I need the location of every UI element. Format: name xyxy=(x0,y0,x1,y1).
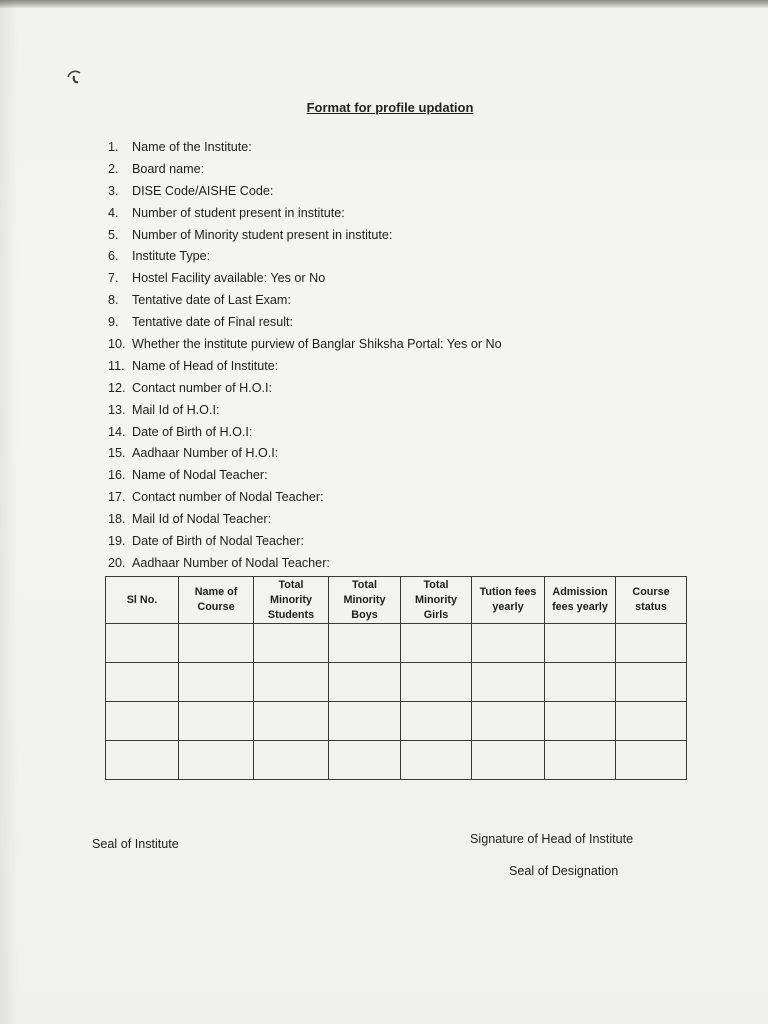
header-line: Students xyxy=(267,608,315,621)
header-line: Boys xyxy=(351,608,378,621)
table-cell xyxy=(472,741,545,780)
table-header-cell xyxy=(106,577,179,624)
field-number: 16. xyxy=(108,468,126,483)
form-field-item xyxy=(108,421,502,443)
field-label: Date of Birth of Nodal Teacher: xyxy=(132,533,304,548)
signature-head-label: Signature of Head of Institute xyxy=(470,832,634,846)
header-line: yearly xyxy=(492,601,524,613)
table-cell xyxy=(179,663,254,702)
header-line: Sl No. xyxy=(126,593,158,606)
field-number: 20. xyxy=(108,555,126,570)
table-row xyxy=(106,624,687,663)
header-line: Total xyxy=(352,578,377,591)
table-cell xyxy=(545,741,616,780)
field-number: 17. xyxy=(108,490,126,505)
form-field-item xyxy=(108,289,502,311)
header-line: Total xyxy=(423,578,449,591)
table-header-cell xyxy=(254,577,329,624)
table-cell xyxy=(616,663,687,702)
table-cell xyxy=(616,702,687,741)
field-number: 1. xyxy=(108,139,119,154)
table-cell xyxy=(401,663,472,702)
page-left-shadow xyxy=(0,0,18,1024)
table-header-cell xyxy=(472,577,545,624)
table-cell xyxy=(616,624,687,663)
table-cell xyxy=(254,624,329,663)
form-field-item xyxy=(108,245,502,267)
header-line: Girls xyxy=(423,608,449,621)
field-label: Number of Minority student present in institute: xyxy=(132,227,393,242)
form-field-item xyxy=(108,530,502,552)
field-label: Number of student present in institute: xyxy=(132,205,345,220)
field-label: Name of Nodal Teacher: xyxy=(132,468,268,483)
form-title xyxy=(0,100,768,115)
header-line: Admission xyxy=(552,586,608,598)
table-header-cell xyxy=(401,577,472,624)
form-field-item xyxy=(108,552,502,574)
seal-of-institute-label: Seal of Institute xyxy=(92,837,179,851)
field-number: 5. xyxy=(108,227,119,242)
form-field-item xyxy=(108,399,502,421)
table-cell xyxy=(329,741,401,780)
table-cell xyxy=(179,702,254,741)
field-list xyxy=(108,136,502,574)
form-field-item xyxy=(108,464,502,486)
form-field-item xyxy=(108,508,502,530)
field-label: Date of Birth of H.O.I: xyxy=(132,424,253,439)
table-header-row xyxy=(106,577,687,624)
table-cell xyxy=(106,702,179,741)
field-number: 3. xyxy=(108,183,119,198)
table-header-cell xyxy=(545,577,616,624)
header-line: Course xyxy=(632,586,670,598)
table-row xyxy=(106,663,687,702)
field-number: 9. xyxy=(108,315,119,330)
field-number: 11. xyxy=(108,358,125,373)
table-cell xyxy=(106,663,179,702)
punch-hole-mark xyxy=(64,68,86,86)
seal-of-designation-label: Seal of Designation xyxy=(509,864,619,878)
table-cell xyxy=(329,663,401,702)
header-line: status xyxy=(635,601,667,613)
table-cell xyxy=(545,702,616,741)
table-cell xyxy=(254,741,329,780)
header-line: Minority xyxy=(415,593,457,606)
table-cell xyxy=(179,741,254,780)
header-line: Minority xyxy=(270,593,312,606)
form-field-item xyxy=(108,267,502,289)
header-line: Course xyxy=(197,601,235,613)
table-body xyxy=(106,624,687,780)
field-label: Aadhaar Number of Nodal Teacher: xyxy=(132,555,330,570)
field-label: Contact number of H.O.I: xyxy=(132,380,272,395)
field-label: Mail Id of Nodal Teacher: xyxy=(132,512,272,527)
header-line: Name of xyxy=(194,586,238,598)
table-cell xyxy=(254,702,329,741)
form-field-item xyxy=(108,333,502,355)
table-cell xyxy=(401,741,472,780)
form-field-item xyxy=(108,311,502,333)
field-label: Name of the Institute: xyxy=(132,139,252,154)
table-cell xyxy=(401,624,472,663)
field-label: Aadhaar Number of H.O.I: xyxy=(132,446,279,461)
table-cell xyxy=(545,624,616,663)
form-field-item xyxy=(108,180,502,202)
header-line: Tution fees xyxy=(479,586,537,598)
table-row xyxy=(106,741,687,780)
form-field-item xyxy=(108,202,502,224)
table-cell xyxy=(472,624,545,663)
course-table xyxy=(105,576,687,780)
field-number: 6. xyxy=(108,249,119,264)
table-header-cell xyxy=(179,577,254,624)
field-label: Tentative date of Final result: xyxy=(132,315,294,330)
table-cell xyxy=(179,624,254,663)
header-line: Minority xyxy=(343,593,386,606)
field-number: 18. xyxy=(108,512,126,527)
field-number: 12. xyxy=(108,380,126,395)
table-cell xyxy=(616,741,687,780)
field-number: 10. xyxy=(108,336,126,351)
field-label: Name of Head of Institute: xyxy=(132,358,279,373)
form-field-item xyxy=(108,158,502,180)
table-cell xyxy=(329,624,401,663)
field-label: Mail Id of H.O.I: xyxy=(132,402,220,417)
form-field-item xyxy=(108,224,502,246)
field-label: Institute Type: xyxy=(132,249,211,264)
field-label: DISE Code/AISHE Code: xyxy=(132,183,274,198)
header-line: Total xyxy=(278,578,304,591)
form-field-item xyxy=(108,442,502,464)
table-cell xyxy=(472,663,545,702)
table-cell xyxy=(106,741,179,780)
form-field-item xyxy=(108,486,502,508)
table-cell xyxy=(401,702,472,741)
field-label: Tentative date of Last Exam: xyxy=(132,293,291,308)
table-header-cell xyxy=(329,577,401,624)
field-label: Contact number of Nodal Teacher: xyxy=(132,490,324,505)
field-number: 14. xyxy=(108,424,126,439)
table-row xyxy=(106,702,687,741)
header-line: fees yearly xyxy=(552,601,608,613)
field-number: 13. xyxy=(108,402,126,417)
form-title-text: Format for profile updation xyxy=(306,100,474,115)
field-number: 2. xyxy=(108,161,119,176)
table-cell xyxy=(472,702,545,741)
form-field-item xyxy=(108,136,502,158)
table-header-cell xyxy=(616,577,687,624)
table-cell xyxy=(254,663,329,702)
table-cell xyxy=(106,624,179,663)
table-cell xyxy=(545,663,616,702)
field-number: 4. xyxy=(108,205,119,220)
form-field-item xyxy=(108,377,502,399)
field-label: Hostel Facility available: Yes or No xyxy=(132,271,326,286)
field-label: Board name: xyxy=(132,161,205,176)
field-number: 15. xyxy=(108,446,126,461)
field-number: 7. xyxy=(108,271,119,286)
field-label: Whether the institute purview of Banglar Shiksha Portal: Yes or No xyxy=(132,336,502,351)
form-field-item xyxy=(108,355,502,377)
page-top-edge xyxy=(0,0,768,8)
table-cell xyxy=(329,702,401,741)
field-number: 8. xyxy=(108,293,119,308)
field-number: 19. xyxy=(108,533,126,548)
